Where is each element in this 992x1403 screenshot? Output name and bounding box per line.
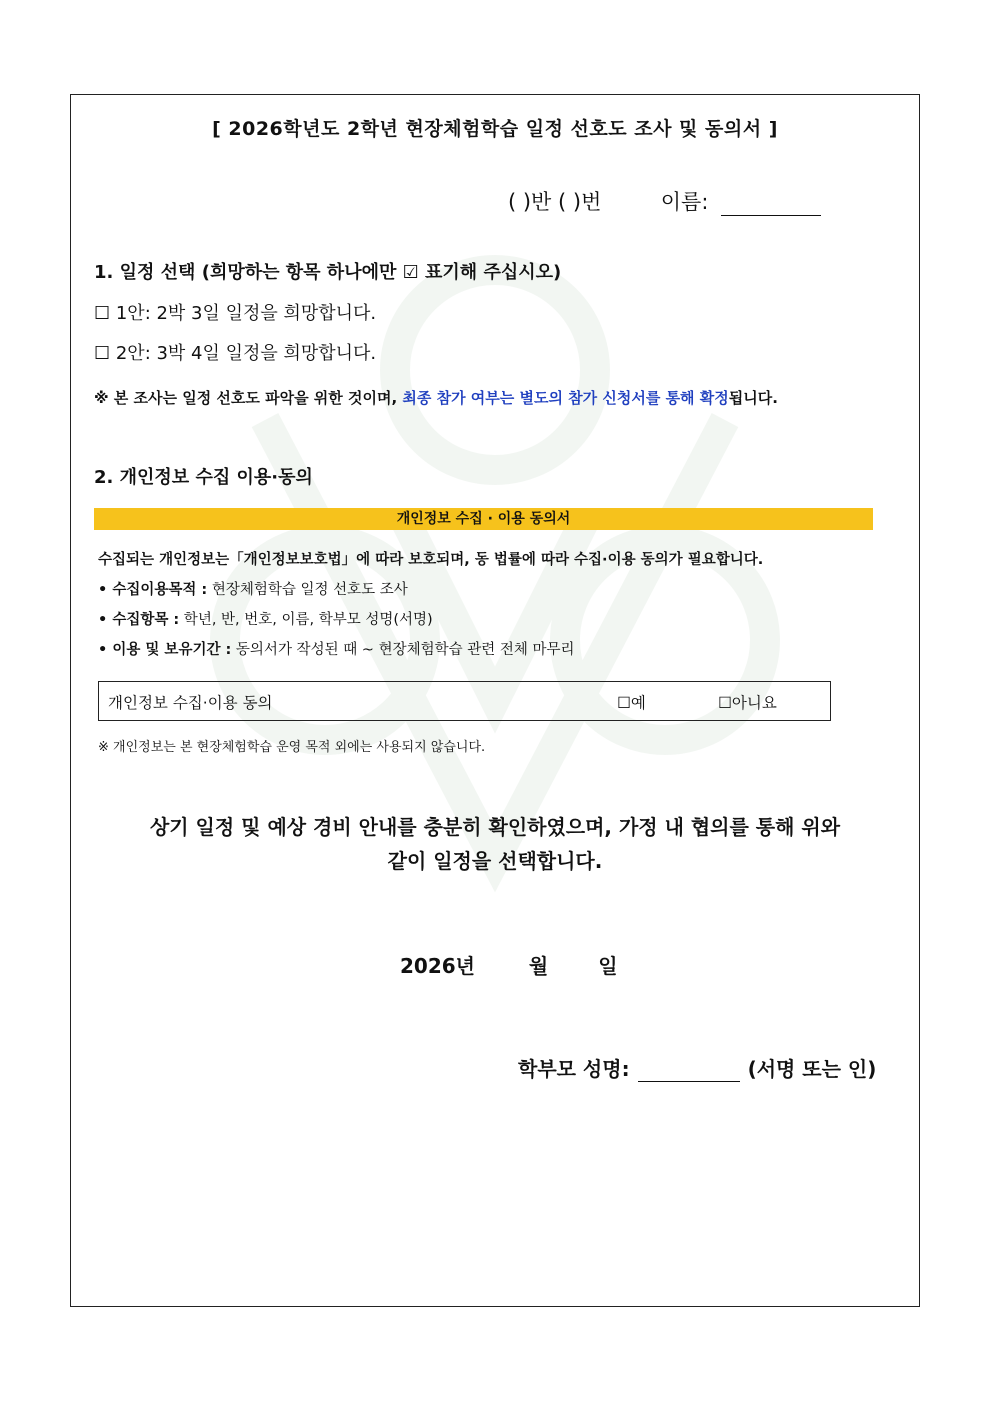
items-line: [98, 608, 433, 629]
items-label: • 수집항목 :: [98, 612, 180, 628]
confirm-statement-line2: 같이 일정을 선택합니다.: [387, 849, 603, 873]
class-number-field[interactable]: ( )반 ( )번: [508, 190, 602, 214]
section1-heading: 1. 일정 선택 (희망하는 항목 하나에만 ☑ 표기해 주십시오): [94, 262, 562, 283]
period-value: 동의서가 작성된 때 ~ 현장체험학습 관련 전체 마무리: [231, 642, 575, 658]
privacy-footnote: ※ 개인정보는 본 현장체험학습 운영 목적 외에는 사용되지 않습니다.: [98, 740, 486, 755]
signature-label: 학부모 성명:: [518, 1057, 630, 1081]
period-line: [98, 638, 574, 659]
document-title: [ 2026학년도 2학년 현장체험학습 일정 선호도 조사 및 동의서 ]: [212, 118, 778, 140]
privacy-consent-banner: 개인정보 수집 · 이용 동의서: [94, 508, 873, 530]
consent-yes-checkbox[interactable]: ☐예: [617, 694, 646, 712]
option-2-checkbox[interactable]: ☐ 2안: 3박 4일 일정을 희망합니다.: [94, 343, 377, 364]
name-label: 이름:: [660, 190, 709, 214]
note-prefix: ※ 본 조사는 일정 선호도 파악을 위한 것이며,: [94, 389, 403, 407]
student-info-line: [508, 186, 821, 216]
signature-blank-field[interactable]: [638, 1061, 740, 1082]
purpose-label: • 수집이용목적 :: [98, 582, 208, 598]
purpose-value: 현장체험학습 일정 선호도 조사: [207, 582, 408, 598]
date-line: [400, 950, 618, 979]
signature-suffix: (서명 또는 인): [747, 1057, 877, 1081]
consent-no-checkbox[interactable]: ☐아니요: [718, 694, 777, 712]
name-blank-field[interactable]: [721, 195, 821, 216]
date-year: 2026년: [400, 954, 475, 978]
items-value: 학년, 반, 번호, 이름, 학부모 성명(서명): [179, 612, 433, 628]
section1-note: [94, 387, 778, 408]
confirm-statement-line1: 상기 일정 및 예상 경비 안내를 충분히 확인하였으며, 가정 내 협의를 통해 위와: [149, 815, 841, 839]
note-suffix: 됩니다.: [728, 389, 778, 407]
period-label: • 이용 및 보유기간 :: [98, 642, 232, 658]
date-day[interactable]: 일: [598, 954, 618, 978]
consent-label: 개인정보 수집·이용 동의: [108, 694, 273, 712]
consent-box: [98, 681, 831, 721]
purpose-line: [98, 578, 408, 599]
signature-line: [518, 1053, 876, 1082]
section2-heading: 2. 개인정보 수집 이용·동의: [94, 467, 313, 488]
option-1-checkbox[interactable]: ☐ 1안: 2박 3일 일정을 희망합니다.: [94, 303, 377, 324]
date-month[interactable]: 월: [528, 954, 549, 978]
note-highlight: 최종 참가 여부는 별도의 참가 신청서를 통해 확정: [402, 389, 729, 407]
privacy-intro: 수집되는 개인정보는「개인정보보호법」에 따라 보호되며, 동 법률에 따라 수집·이용 동의가 필요합니다.: [98, 552, 764, 568]
